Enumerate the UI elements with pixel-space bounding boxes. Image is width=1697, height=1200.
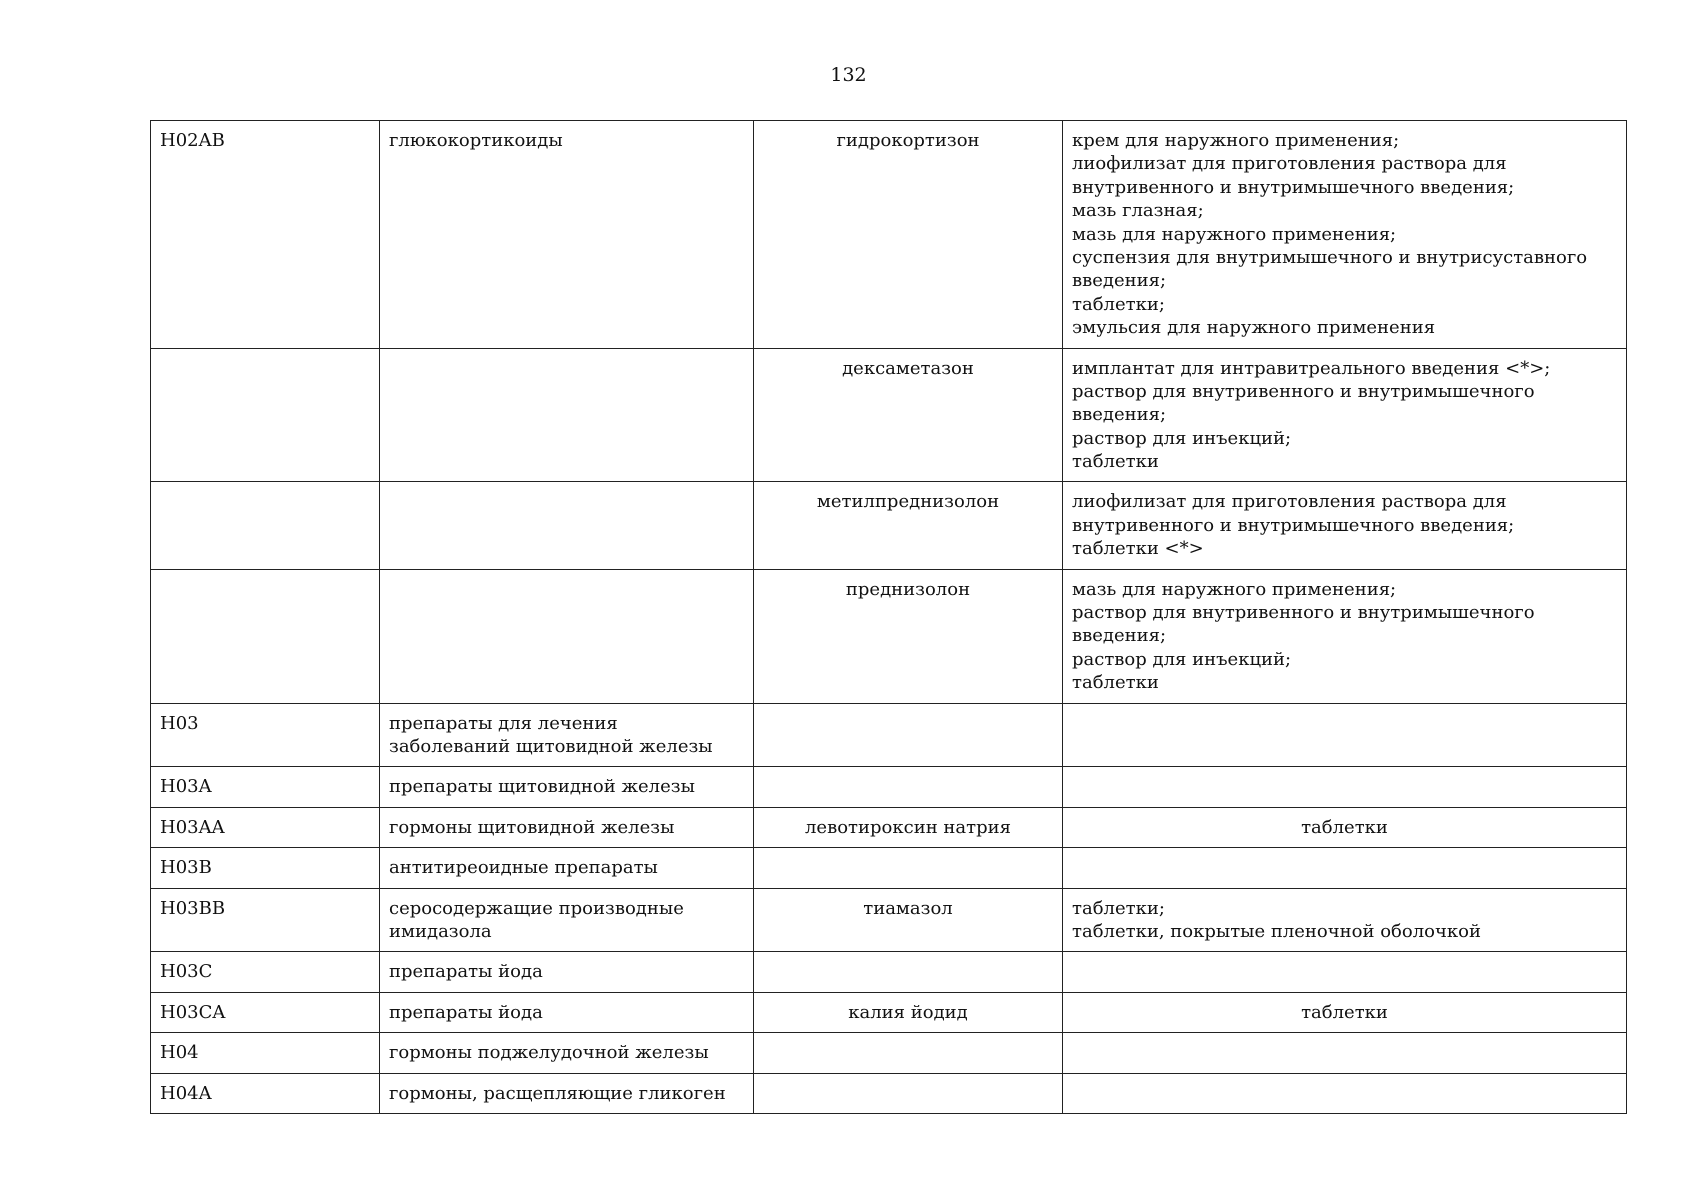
table-row (151, 992, 1627, 1032)
drug-name-cell (754, 1073, 1063, 1113)
dosage-form-line: таблетки; (1072, 897, 1165, 919)
dosage-form-cell (1063, 992, 1627, 1032)
group-name-cell: антитиреоидные препараты (380, 848, 754, 888)
table-row (151, 888, 1627, 952)
drug-name-cell: метилпреднизолон (754, 482, 1063, 569)
dosage-form-cell (1063, 569, 1627, 703)
group-name-cell: гормоны щитовидной железы (380, 807, 754, 847)
atc-code-cell: H02AB (151, 121, 380, 349)
table-row (151, 848, 1627, 888)
dosage-form-line: лиофилизат для приготовления раствора для внутривенного и внутримышечного введения; (1072, 491, 1515, 536)
drug-name-cell: калия йодид (754, 992, 1063, 1032)
table-row (151, 703, 1627, 767)
drug-name-cell (754, 848, 1063, 888)
group-name-cell (380, 569, 754, 703)
dosage-form-cell (1063, 767, 1627, 807)
drug-name-cell: гидрокортизон (754, 121, 1063, 349)
dosage-form-line: таблетки (1072, 672, 1159, 694)
dosage-form-cell (1063, 888, 1627, 952)
drug-name-cell (754, 703, 1063, 767)
table-row (151, 1033, 1627, 1073)
dosage-form-line: имплантат для интравитреального введения <*>; (1072, 357, 1551, 379)
dosage-form-cell (1063, 848, 1627, 888)
drug-name-cell: левотироксин натрия (754, 807, 1063, 847)
dosage-form-line: суспензия для внутримышечного и внутрисуставного введения; (1072, 246, 1588, 292)
atc-code-cell: H03A (151, 767, 380, 807)
atc-code-cell: H03C (151, 952, 380, 992)
dosage-form-line: таблетки (1301, 1001, 1388, 1023)
table-row (151, 121, 1627, 349)
atc-code-cell: H04A (151, 1073, 380, 1113)
group-name-cell: препараты щитовидной железы (380, 767, 754, 807)
atc-code-cell: H03AA (151, 807, 380, 847)
table-row (151, 807, 1627, 847)
group-name-cell: гормоны поджелудочной железы (380, 1033, 754, 1073)
group-name-cell (380, 482, 754, 569)
table-row (151, 482, 1627, 569)
drug-name-cell (754, 952, 1063, 992)
drug-name-cell: преднизолон (754, 569, 1063, 703)
group-name-cell: глюкокортикоиды (380, 121, 754, 349)
atc-code-cell: H03BB (151, 888, 380, 952)
table-row (151, 569, 1627, 703)
group-name-cell: серосодержащие производные имидазола (380, 888, 754, 952)
dosage-form-cell (1063, 807, 1627, 847)
dosage-form-line: эмульсия для наружного применения (1072, 317, 1436, 339)
dosage-form-cell (1063, 348, 1627, 482)
dosage-form-line: таблетки (1072, 451, 1159, 473)
group-name-cell: препараты йода (380, 992, 754, 1032)
dosage-form-cell (1063, 1073, 1627, 1113)
drug-table (150, 120, 1627, 1114)
dosage-form-cell (1063, 952, 1627, 992)
dosage-form-line: таблетки; (1072, 293, 1165, 315)
table-row (151, 1073, 1627, 1113)
table-row (151, 952, 1627, 992)
drug-table-body (151, 121, 1627, 1114)
dosage-form-line: крем для наружного применения; (1072, 130, 1400, 151)
atc-code-cell: H03CA (151, 992, 380, 1032)
dosage-form-line: раствор для внутривенного и внутримышечного введения; (1072, 602, 1535, 647)
dosage-form-cell (1063, 1033, 1627, 1073)
dosage-form-line: раствор для инъекций; (1072, 427, 1292, 449)
dosage-form-line: раствор для внутривенного и внутримышечного введения; (1072, 380, 1535, 426)
group-name-cell: препараты йода (380, 952, 754, 992)
dosage-form-line: мазь для наружного применения; (1072, 223, 1397, 245)
group-name-cell: препараты для лечения заболеваний щитовидной железы (380, 703, 754, 767)
atc-code-cell: H03 (151, 703, 380, 767)
dosage-form-cell (1063, 482, 1627, 569)
dosage-form-cell (1063, 121, 1627, 349)
group-name-cell: гормоны, расщепляющие гликоген (380, 1073, 754, 1113)
atc-code-cell (151, 482, 380, 569)
drug-name-cell (754, 767, 1063, 807)
dosage-form-line: таблетки (1301, 816, 1388, 838)
dosage-form-line: раствор для инъекций; (1072, 648, 1292, 670)
dosage-form-line: лиофилизат для приготовления раствора для внутривенного и внутримышечного введения; (1072, 153, 1515, 198)
atc-code-cell (151, 569, 380, 703)
dosage-form-line: таблетки, покрытые пленочной оболочкой (1072, 920, 1481, 942)
drug-name-cell (754, 1033, 1063, 1073)
dosage-form-line: мазь глазная; (1072, 200, 1204, 222)
group-name-cell (380, 348, 754, 482)
atc-code-cell: H03B (151, 848, 380, 888)
page-number: 132 (830, 64, 867, 86)
drug-name-cell: дексаметазон (754, 348, 1063, 482)
table-row (151, 767, 1627, 807)
table-row (151, 348, 1627, 482)
dosage-form-cell (1063, 703, 1627, 767)
atc-code-cell (151, 348, 380, 482)
dosage-form-line: таблетки <*> (1072, 538, 1204, 560)
atc-code-cell: H04 (151, 1033, 380, 1073)
dosage-form-line: мазь для наружного применения; (1072, 578, 1397, 600)
drug-name-cell: тиамазол (754, 888, 1063, 952)
